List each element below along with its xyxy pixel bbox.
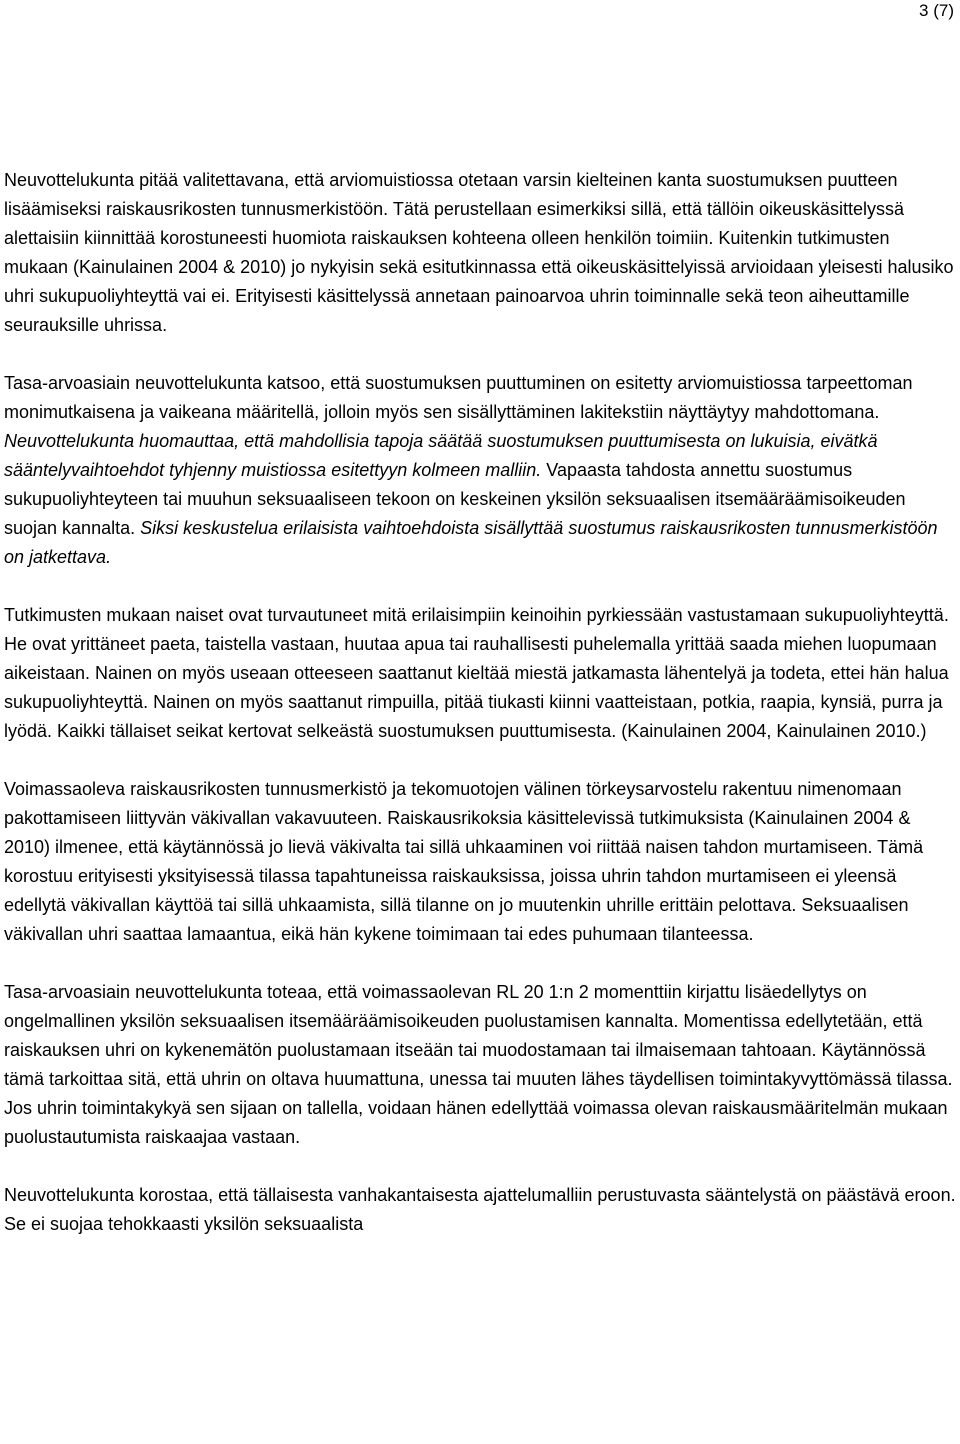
paragraph-3 xyxy=(4,601,958,746)
paragraph-5 xyxy=(4,978,958,1152)
paragraph-6 xyxy=(4,1181,958,1239)
paragraph-text: Tasa-arvoasiain neuvottelukunta katsoo, että suostumuksen puuttuminen on esitetty arviomuistiossa tarpeettoman monimutkaisena ja vaikeana määritellä, jolloin myös sen sisällyttäminen lakitekstiin näyttäytyy mahdottomana. xyxy=(4,373,913,422)
paragraph-4 xyxy=(4,775,958,949)
page-number: 3 (7) xyxy=(919,1,954,20)
paragraph-2 xyxy=(4,369,958,572)
paragraph-1 xyxy=(4,166,958,340)
italic-emphasis: Neuvottelukunta huomauttaa, että mahdollisia tapoja säätää suostumuksen puuttumisesta on lukuisia, eivätkä sääntelyvaihtoehdot tyhjenny muistiossa esitettyyn kolmeen malliin. xyxy=(4,431,878,480)
italic-emphasis: Siksi keskustelua erilaisista vaihtoehdoista sisällyttää suostumus raiskausrikosten tunnusmerkistöön on jatkettava. xyxy=(4,518,938,567)
paragraph-text: Neuvottelukunta pitää valitettavana, että arviomuistiossa otetaan varsin kielteinen kanta suostumuksen puutteen lisäämiseksi raiskausrikosten tunnusmerkistöön. Tätä perustellaan esimerkiksi sillä, että tällöin oikeuskäsittelyssä alettaisiin kiinnittää korostuneesti huomiota raiskauksen kohteena olleen henkilön toimiin. Kuitenkin tutkimusten mukaan (Kainulainen 2004 & 2010) jo nykyisin sekä esitutkinnassa että oikeuskäsittelyissä arvioidaan yleisesti halusiko uhri sukupuoliyhteyttä vai ei. Erityisesti käsittelyssä annetaan painoarvoa uhrin toiminnalle sekä teon aiheuttamille seurauksille uhrissa. xyxy=(4,170,954,335)
paragraph-text: Tasa-arvoasiain neuvottelukunta toteaa, että voimassaolevan RL 20 1:n 2 momenttiin kirjattu lisäedellytys on ongelmallinen yksilön seksuaalisen itsemääräämisoikeuden puolustamisen kannalta. Momentissa edellytetään, että raiskauksen uhri on kykenemätön puolustamaan itseään tai muodostamaan tai ilmaisemaan tahtoaan. Käytännössä tämä tarkoittaa sitä, että uhrin on oltava huumattuna, unessa tai muuten lähes täydellisen toimintakyvyttömässä tilassa. Jos uhrin toimintakykyä sen sijaan on tallella, voidaan hänen edellyttää voimassa olevan raiskausmääritelmän mukaan puolustautumista raiskaajaa vastaan. xyxy=(4,982,953,1147)
document-body xyxy=(4,166,958,1239)
paragraph-text: Voimassaoleva raiskausrikosten tunnusmerkistö ja tekomuotojen välinen törkeysarvostelu rakentuu nimenomaan pakottamiseen liittyvän väkivallan vakavuuteen. Raiskausrikoksia käsittelevissä tutkimuksista (Kainulainen 2004 & 2010) ilmenee, että käytännössä jo lievä väkivalta tai sillä uhkaaminen voi riittää naisen tahdon murtamiseen. Tämä korostuu erityisesti yksityisessä tilassa tapahtuneissa raiskauksissa, joissa uhrin tahdon murtamiseen ei yleensä edellytä väkivallan käyttöä tai sillä uhkaamista, sillä tilanne on jo muutenkin uhrille erittäin pelottava. Seksuaalisen väkivallan uhri saattaa lamaantua, eikä hän kykene toimimaan tai edes puhumaan tilanteessa. xyxy=(4,779,924,944)
paragraph-text: Vapaasta tahdosta annettu suostumus sukupuoliyhteyteen tai muuhun seksuaaliseen tekoon on keskeinen yksilön seksuaalisen itsemääräämisoikeuden suojan kannalta. xyxy=(4,460,906,538)
paragraph-text: Tutkimusten mukaan naiset ovat turvautuneet mitä erilaisimpiin keinoihin pyrkiessään vastustamaan sukupuoliyhteyttä. He ovat yrittäneet paeta, taistella vastaan, huutaa apua tai rauhallisesti puhelemalla yrittää saada miehen luopumaan aikeistaan. Nainen on myös useaan otteeseen saattanut kieltää miestä jatkamasta lähentelyä ja todeta, ettei hän halua sukupuoliyhteyttä. Nainen on myös saattanut rimpuilla, pitää tiukasti kiinni vaatteistaan, potkia, raapia, kynsiä, purra ja lyödä. Kaikki tällaiset seikat kertovat selkeästä suostumuksen puuttumisesta. (Kainulainen 2004, Kainulainen 2010.) xyxy=(4,605,949,741)
paragraph-text: Neuvottelukunta korostaa, että tällaisesta vanhakantaisesta ajattelumalliin perustuvasta sääntelystä on päästävä eroon. Se ei suojaa tehokkaasti yksilön seksuaalista xyxy=(4,1185,956,1234)
